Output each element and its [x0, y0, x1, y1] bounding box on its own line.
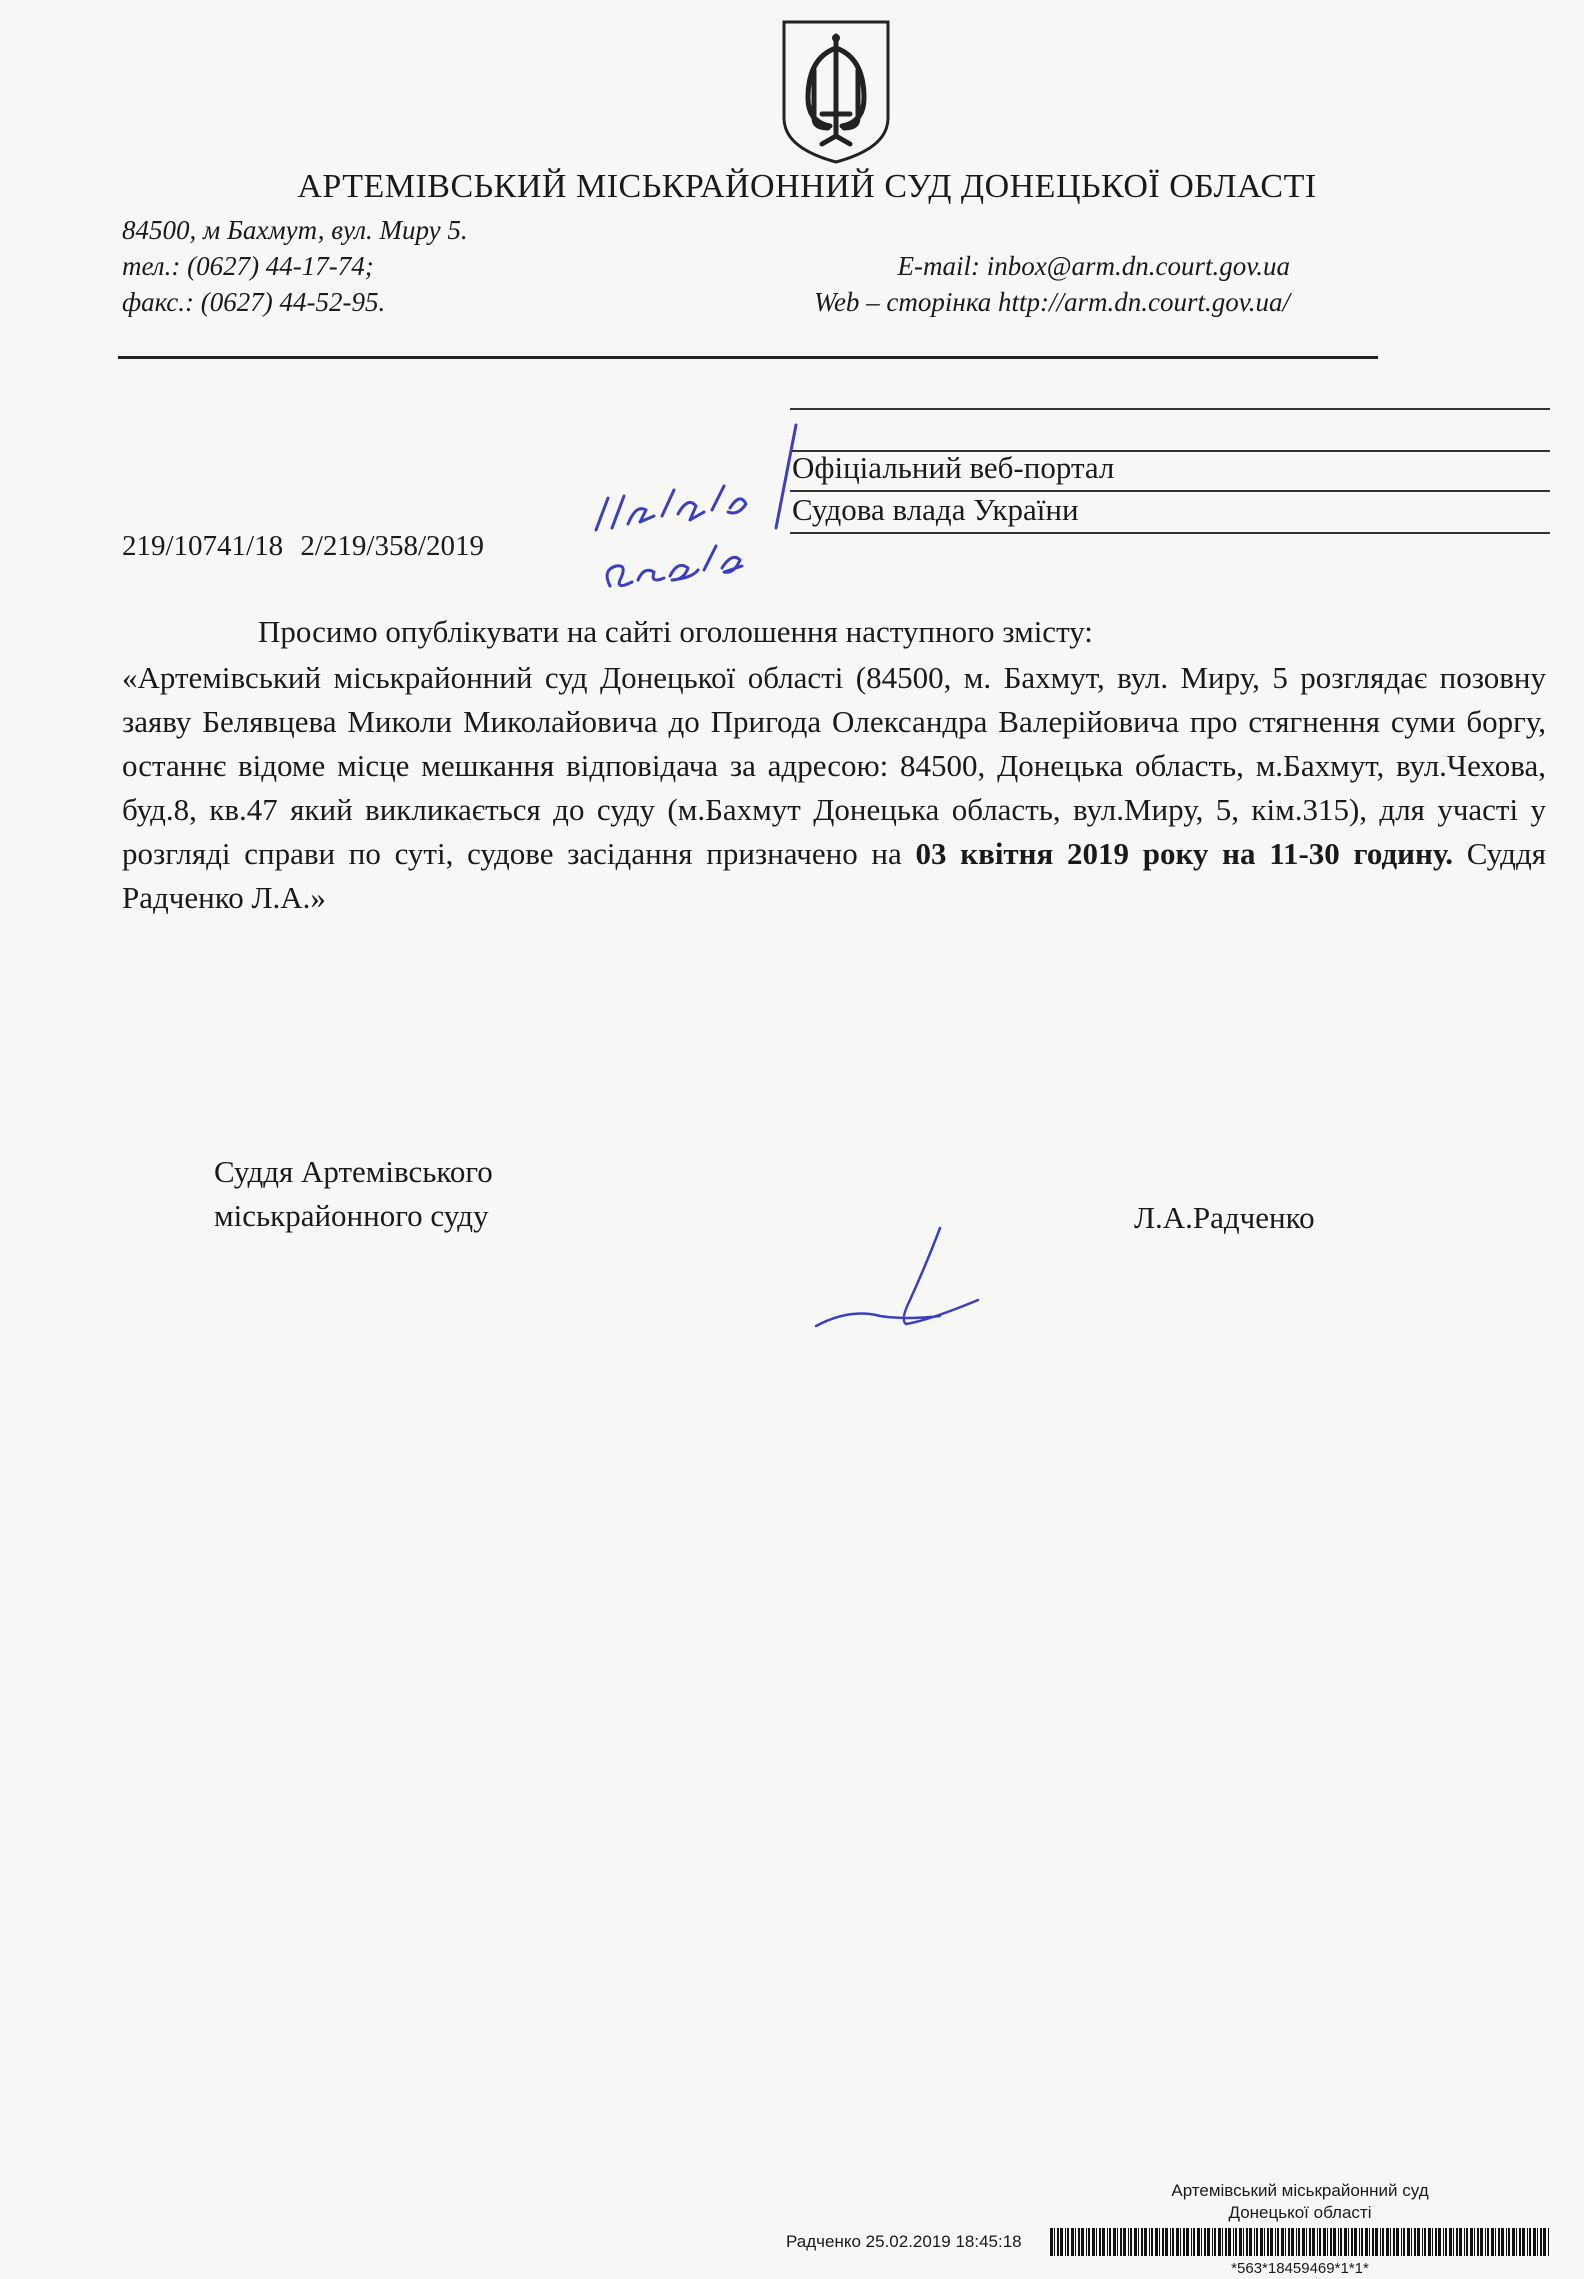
barcode-bar	[1144, 2228, 1147, 2256]
barcode-bar	[1281, 2228, 1284, 2256]
barcode-bar	[1151, 2228, 1153, 2256]
barcode-bar	[1134, 2228, 1137, 2256]
court-contacts	[122, 212, 468, 320]
barcode-bar	[1285, 2228, 1286, 2256]
barcode-bar	[1149, 2228, 1150, 2256]
barcode-bar	[1267, 2228, 1269, 2256]
barcode-bar	[1078, 2228, 1080, 2256]
barcode-bar	[1054, 2228, 1055, 2256]
barcode-bar	[1354, 2228, 1357, 2256]
barcode-bar	[1424, 2228, 1426, 2256]
barcode-bar	[1235, 2228, 1237, 2256]
address-line	[790, 408, 1550, 410]
recipient-line-1: Офіціальний веб-портал	[792, 450, 1115, 485]
barcode-bar	[1333, 2228, 1336, 2256]
handwritten-registration-mark	[580, 420, 840, 610]
barcode-bar	[1102, 2228, 1105, 2256]
barcode-bar	[1411, 2228, 1412, 2256]
barcode-bar	[1485, 2228, 1486, 2256]
barcode-bar	[1099, 2228, 1101, 2256]
barcode-bar	[1438, 2228, 1441, 2256]
barcode-bar	[1417, 2228, 1420, 2256]
barcode-bar	[1081, 2228, 1084, 2256]
barcode-bar	[1092, 2228, 1095, 2256]
barcode-bar	[1288, 2228, 1290, 2256]
barcode-bar	[1393, 2228, 1395, 2256]
barcode-bar	[1487, 2228, 1489, 2256]
barcode-bar	[1165, 2228, 1168, 2256]
barcode-bar	[1193, 2228, 1195, 2256]
barcode-bar	[1470, 2228, 1473, 2256]
address-line	[790, 532, 1550, 534]
barcode-bar	[1218, 2228, 1221, 2256]
barcode-bar	[1120, 2228, 1122, 2256]
barcode-bar	[1459, 2228, 1462, 2256]
handwritten-signature	[810, 1220, 990, 1340]
barcode-bar	[1207, 2228, 1210, 2256]
barcode-bar	[1296, 2228, 1297, 2256]
barcode-bar	[1432, 2228, 1433, 2256]
barcode-bar	[1277, 2228, 1279, 2256]
barcode-bar	[1183, 2228, 1185, 2256]
barcode-bar	[1340, 2228, 1342, 2256]
barcode-bar	[1109, 2228, 1111, 2256]
barcode-bar	[1128, 2228, 1129, 2256]
barcode-bar	[1533, 2228, 1536, 2256]
court-address: 84500, м Бахмут, вул. Миру 5.	[122, 215, 468, 245]
barcode-bar	[1141, 2228, 1143, 2256]
barcode-bar	[1380, 2228, 1381, 2256]
barcode-bar	[1428, 2228, 1431, 2256]
barcode-bar	[1228, 2228, 1231, 2256]
barcode-number: *563*18459469*1*1*	[1231, 2260, 1369, 2277]
barcode-bar	[1506, 2228, 1507, 2256]
barcode-bar	[1107, 2228, 1108, 2256]
barcode-bar	[1071, 2228, 1074, 2256]
footer-court-name	[1120, 2180, 1480, 2224]
barcode-bar	[1422, 2228, 1423, 2256]
barcode-bar	[1197, 2228, 1200, 2256]
barcode-bar	[1050, 2228, 1053, 2256]
barcode-bar	[1351, 2228, 1353, 2256]
signatory-title-line-2: міськрайонного суду	[214, 1198, 489, 1233]
barcode-bar	[1291, 2228, 1294, 2256]
barcode-bar	[1067, 2228, 1069, 2256]
barcode-bar	[1519, 2228, 1521, 2256]
barcode-icon	[1050, 2228, 1550, 2256]
barcode-bar	[1435, 2228, 1437, 2256]
court-name: АРТЕМІВСЬКИЙ МІСЬКРАЙОННИЙ СУД ДОНЕЦЬКОЇ ОБЛАСТІ	[297, 168, 1317, 205]
barcode-bar	[1501, 2228, 1504, 2256]
announcement-end: Суддя Радченко Л.А.»	[122, 836, 1546, 915]
barcode-bar	[1212, 2228, 1213, 2256]
barcode-bar	[1543, 2228, 1546, 2256]
barcode-bar	[1170, 2228, 1171, 2256]
court-website: Web – сторінка http://arm.dn.court.gov.ua/	[813, 287, 1290, 317]
footer-court-line-1: Артемівський міськрайонний суд	[1171, 2181, 1429, 2200]
header-divider	[118, 356, 1378, 359]
barcode-bar	[1338, 2228, 1339, 2256]
barcode-bar	[1222, 2228, 1223, 2256]
barcode-bar	[1186, 2228, 1189, 2256]
barcode-bar	[1298, 2228, 1300, 2256]
barcode-bar	[1254, 2228, 1255, 2256]
barcode-bar	[1529, 2228, 1531, 2256]
barcode-bar	[1323, 2228, 1326, 2256]
barcode-bar	[1086, 2228, 1087, 2256]
barcode-bar	[1537, 2228, 1538, 2256]
barcode-bar	[1344, 2228, 1347, 2256]
barcode-bar	[1453, 2228, 1454, 2256]
barcode-bar	[1201, 2228, 1202, 2256]
barcode-bar	[1382, 2228, 1384, 2256]
barcode-bar	[1327, 2228, 1328, 2256]
barcode-bar	[1359, 2228, 1360, 2256]
request-intro: Просимо опублікувати на сайті оголошення наступного змісту:	[258, 614, 1093, 649]
announcement-main: «Артемівський міськрайонний суд Донецької області (84500, м. Бахмут, вул. Миру, 5 розглядає позовну заяву Белявцева Миколи Миколайовича до Пригода Олександра Валерійовича про стягнення суми боргу, останнє відоме місце мешкання відповідача за адресою: 84500, Донецька область, м.Бахмут, вул.Чехова, буд.8, кв.47 який викликається до суду (м.Бахмут Донецька область, вул.Миру, 5, кім.315), для участі у розгляді справи по суті, судове засідання призначено на	[122, 660, 1546, 871]
document-timestamp: Радченко 25.02.2019 18:45:18	[786, 2232, 1022, 2251]
barcode-bar	[1540, 2228, 1542, 2256]
barcode-bar	[1075, 2228, 1076, 2256]
barcode-bar	[1065, 2228, 1066, 2256]
barcode-bar	[1260, 2228, 1263, 2256]
barcode-bar	[1390, 2228, 1391, 2256]
barcode-bar	[1474, 2228, 1475, 2256]
announcement-text	[122, 656, 1546, 920]
barcode-bar	[1123, 2228, 1126, 2256]
barcode-bar	[1508, 2228, 1510, 2256]
barcode-bar	[1243, 2228, 1244, 2256]
barcode-bar	[1117, 2228, 1118, 2256]
barcode-bar	[1464, 2228, 1465, 2256]
barcode-bar	[1480, 2228, 1483, 2256]
court-phone: тел.: (0627) 44-17-74;	[122, 251, 374, 281]
barcode-bar	[1361, 2228, 1363, 2256]
barcode-bar	[1312, 2228, 1315, 2256]
barcode-bar	[1330, 2228, 1332, 2256]
barcode-bar	[1172, 2228, 1174, 2256]
barcode-bar	[1155, 2228, 1158, 2256]
barcode-bar	[1306, 2228, 1307, 2256]
barcode-bar	[1246, 2228, 1248, 2256]
barcode-bar	[1138, 2228, 1139, 2256]
barcode-bar	[1191, 2228, 1192, 2256]
barcode-bar	[1309, 2228, 1311, 2256]
case-numbers: 219/10741/18 2/219/358/2019	[122, 530, 485, 562]
signatory-name: Л.А.Радченко	[1134, 1200, 1315, 1235]
barcode-bar	[1477, 2228, 1479, 2256]
signatory-title	[214, 1150, 493, 1238]
court-email: E-mail: inbox@arm.dn.court.gov.ua	[897, 251, 1290, 281]
barcode-bar	[1372, 2228, 1374, 2256]
barcode-bar	[1445, 2228, 1447, 2256]
barcode-bar	[1512, 2228, 1515, 2256]
barcode-bar	[1176, 2228, 1179, 2256]
barcode-bar	[1443, 2228, 1444, 2256]
barcode-bar	[1060, 2228, 1063, 2256]
barcode-bar	[1249, 2228, 1252, 2256]
barcode-bar	[1233, 2228, 1234, 2256]
barcode-bar	[1516, 2228, 1517, 2256]
barcode-bar	[1317, 2228, 1318, 2256]
barcode-bar	[1159, 2228, 1160, 2256]
barcode-bar	[1466, 2228, 1468, 2256]
barcode-bar	[1057, 2228, 1059, 2256]
barcode-bar	[1522, 2228, 1525, 2256]
barcode-bar	[1096, 2228, 1097, 2256]
barcode-bar	[1498, 2228, 1500, 2256]
barcode-bar	[1401, 2228, 1402, 2256]
coat-of-arms-icon	[778, 18, 894, 166]
footer-court-line-2: Донецької області	[1228, 2203, 1372, 2222]
barcode-bar	[1256, 2228, 1258, 2256]
recipient-line-2: Судова влада України	[792, 492, 1079, 527]
barcode-bar	[1180, 2228, 1181, 2256]
barcode-bar	[1407, 2228, 1410, 2256]
barcode-bar	[1375, 2228, 1378, 2256]
barcode-bar	[1403, 2228, 1405, 2256]
barcode-bar	[1548, 2228, 1549, 2256]
barcode-bar	[1495, 2228, 1496, 2256]
barcode-bar	[1365, 2228, 1368, 2256]
barcode-bar	[1214, 2228, 1216, 2256]
court-online-contacts	[740, 248, 1290, 320]
barcode-bar	[1130, 2228, 1132, 2256]
hearing-date: 03 квітня 2019 року на 11-30 годину.	[915, 836, 1453, 871]
barcode-bar	[1449, 2228, 1452, 2256]
barcode-bar	[1204, 2228, 1206, 2256]
barcode-bar	[1319, 2228, 1321, 2256]
barcode-bar	[1088, 2228, 1090, 2256]
barcode-bar	[1527, 2228, 1528, 2256]
barcode-bar	[1275, 2228, 1276, 2256]
signatory-title-line-1: Суддя Артемівського	[214, 1154, 493, 1189]
barcode-bar	[1348, 2228, 1349, 2256]
barcode-bar	[1369, 2228, 1370, 2256]
barcode-bar	[1396, 2228, 1399, 2256]
barcode-bar	[1270, 2228, 1273, 2256]
barcode-bar	[1162, 2228, 1164, 2256]
barcode-bar	[1491, 2228, 1494, 2256]
barcode-bar	[1302, 2228, 1305, 2256]
barcode-bar	[1225, 2228, 1227, 2256]
court-fax: факс.: (0627) 44-52-95.	[122, 287, 386, 317]
barcode-bar	[1113, 2228, 1116, 2256]
barcode-bar	[1264, 2228, 1265, 2256]
barcode-bar	[1239, 2228, 1242, 2256]
barcode-bar	[1456, 2228, 1458, 2256]
barcode-bar	[1386, 2228, 1389, 2256]
barcode-bar	[1414, 2228, 1416, 2256]
